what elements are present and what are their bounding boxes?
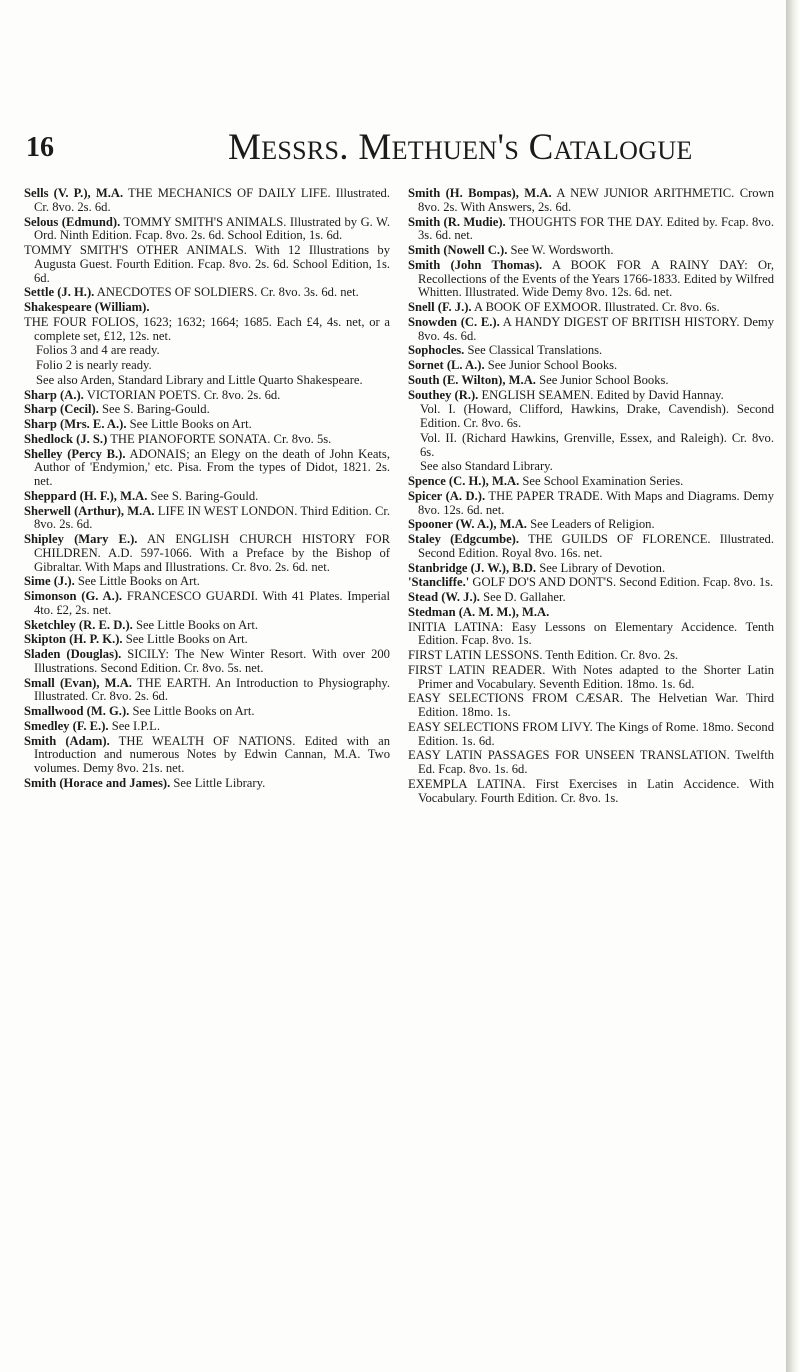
entry-author: Snell (F. J.). bbox=[408, 300, 472, 314]
catalogue-entry bbox=[24, 633, 390, 647]
catalogue-entry bbox=[408, 316, 774, 344]
entry-text: AN ENGLISH CHURCH HISTORY FOR CHILDREN. A.D. 597-1066. With a Preface by the Bishop of Gibraltar. With Maps and Illustrations. Cr. 8vo. 2s. 6d. net. bbox=[34, 532, 390, 574]
catalogue-entry bbox=[24, 286, 390, 300]
catalogue-entry bbox=[408, 187, 774, 215]
entry-author: Smallwood (M. G.). bbox=[24, 704, 130, 718]
entry-author: Settle (J. H.). bbox=[24, 285, 95, 300]
entry-author: Staley (Edgcumbe). bbox=[408, 532, 520, 546]
catalogue-entry bbox=[24, 301, 390, 315]
catalogue-entry bbox=[24, 344, 390, 358]
entry-text: See Little Books on Art. bbox=[74, 574, 200, 589]
entry-text: See Leaders of Religion. bbox=[526, 517, 655, 532]
entry-author: Sketchley (R. E. D.). bbox=[24, 617, 133, 632]
entry-author: Southey (R.). bbox=[408, 387, 479, 402]
catalogue-entry bbox=[24, 448, 390, 489]
entry-text: See Little Books on Art. bbox=[132, 617, 259, 632]
entry-author: Sime (J.). bbox=[24, 574, 75, 589]
entry-text: FRANCESCO GUARDI. With 41 Plates. Imperial 4to. £2, 2s. net. bbox=[34, 589, 390, 617]
catalogue-entry bbox=[408, 749, 774, 777]
entry-author: Stead (W. J.). bbox=[408, 590, 480, 604]
page-edge-shadow bbox=[786, 0, 800, 1372]
catalogue-entry bbox=[408, 359, 774, 373]
catalogue-entry bbox=[408, 432, 774, 460]
entry-text: THE GUILDS OF FLORENCE. Illustrated. Second Edition. Royal 8vo. 16s. net. bbox=[418, 532, 774, 560]
entry-text: See also Arden, Standard Library and Little Quarto Shakespeare. bbox=[36, 372, 363, 387]
entry-author: Smedley (F. E.). bbox=[24, 718, 109, 733]
entry-text: A BOOK FOR A RAINY DAY: Or, Recollections of the Events of the Years 1766-1833. Edited by Wilfred Whitten. Illustrated. Wide Demy 8vo. 12s. 6d. net. bbox=[418, 257, 774, 300]
entry-text: EASY SELECTIONS FROM CÆSAR. The Helvetian War. Third Edition. 18mo. 1s. bbox=[408, 691, 774, 719]
entry-text: See Little Books on Art. bbox=[126, 417, 252, 431]
entry-author: Shedlock (J. S.) bbox=[24, 431, 108, 446]
entry-author: Shakespeare (William). bbox=[24, 300, 150, 314]
entry-text: ADONAIS; an Elegy on the death of John Keats, Author of 'Endymion,' etc. Pisa. From the types of Didot, 1821. 2s. net. bbox=[34, 446, 390, 488]
catalogue-entry bbox=[24, 316, 390, 344]
entry-text: TOMMY SMITH'S OTHER ANIMALS. With 12 Illustrations by Augusta Guest. Fourth Edition. Fcap. 8vo. 2s. 6d. School Edition, 1s. 6d. bbox=[24, 243, 390, 285]
entry-author: Sharp (A.). bbox=[24, 387, 84, 402]
catalogue-entry bbox=[408, 562, 774, 576]
catalogue-entry bbox=[408, 606, 774, 620]
page-number: 16 bbox=[26, 132, 54, 163]
entry-author: Stedman (A. M. M.), M.A. bbox=[408, 604, 550, 619]
catalogue-entry bbox=[408, 664, 774, 692]
entry-author: Stanbridge (J. W.), B.D. bbox=[408, 560, 537, 575]
catalogue-entry bbox=[408, 259, 774, 300]
entry-author: Spence (C. H.), M.A. bbox=[408, 474, 520, 488]
entry-text: FIRST LATIN LESSONS. Tenth Edition. Cr. 8vo. 2s. bbox=[408, 648, 679, 662]
running-title: Messrs. Methuen's Catalogue bbox=[228, 127, 693, 168]
catalogue-entry bbox=[408, 621, 774, 649]
catalogue-entry bbox=[24, 720, 390, 734]
entry-author: Sophocles. bbox=[408, 343, 465, 358]
entry-author: Sornet (L. A.). bbox=[408, 358, 485, 372]
catalogue-entry bbox=[24, 505, 390, 533]
catalogue-entry bbox=[24, 418, 390, 432]
entry-text: THE WEALTH OF NATIONS. Edited with an Introduction and numerous Notes by Edwin Cannan, M.A. Two volumes. Demy 8vo. 21s. net. bbox=[34, 733, 390, 775]
entry-author: 'Stancliffe.' bbox=[408, 575, 470, 590]
entry-author: Smith (Horace and James). bbox=[24, 775, 171, 790]
catalogue-entry bbox=[408, 389, 774, 403]
catalogue-entry bbox=[24, 677, 390, 705]
entry-author: Smith (H. Bompas), M.A. bbox=[408, 187, 552, 200]
entry-text: THE PAPER TRADE. With Maps and Diagrams. Demy 8vo. 12s. 6d. net. bbox=[418, 488, 774, 517]
entry-text: ENGLISH SEAMEN. Edited by David Hannay. bbox=[478, 387, 724, 402]
catalogue-entry bbox=[24, 244, 390, 285]
catalogue-entry bbox=[408, 344, 774, 358]
entry-text: See also Standard Library. bbox=[420, 459, 553, 474]
entry-author: Sherwell (Arthur), M.A. bbox=[24, 503, 155, 518]
entry-author: Selous (Edmund). bbox=[24, 214, 121, 229]
catalogue-entry bbox=[408, 576, 774, 590]
catalogue-entry bbox=[408, 244, 774, 258]
entry-author: Sharp (Mrs. E. A.). bbox=[24, 417, 127, 431]
catalogue-entry bbox=[408, 374, 774, 388]
entry-text: See W. Wordsworth. bbox=[507, 243, 614, 257]
catalogue-entry bbox=[408, 403, 774, 431]
catalogue-entry bbox=[24, 374, 390, 388]
catalogue-entry bbox=[408, 216, 774, 244]
entry-author: Small (Evan), M.A. bbox=[24, 675, 132, 690]
catalogue-entry bbox=[408, 692, 774, 720]
catalogue-entry bbox=[408, 591, 774, 605]
catalogue-entry bbox=[408, 490, 774, 518]
entry-text: See Little Books on Art. bbox=[122, 632, 248, 647]
entry-text: A HANDY DIGEST OF BRITISH HISTORY. Demy 8vo. 4s. 6d. bbox=[418, 314, 774, 343]
entry-text: See Junior School Books. bbox=[535, 372, 669, 387]
entry-author: Sladen (Douglas). bbox=[24, 647, 122, 661]
entry-text: See Classical Translations. bbox=[464, 343, 603, 358]
entry-text: A NEW JUNIOR ARITHMETIC. Crown 8vo. 2s. With Answers, 2s. 6d. bbox=[418, 187, 774, 214]
entry-text: Folio 2 is nearly ready. bbox=[36, 358, 152, 372]
entry-text: FIRST LATIN READER. With Notes adapted to the Shorter Latin Primer and Vocabulary. Seventh Edition. 18mo. 1s. 6d. bbox=[408, 662, 774, 691]
catalogue-entry bbox=[24, 490, 390, 504]
entry-text: THE PIANOFORTE SONATA. Cr. 8vo. 5s. bbox=[107, 431, 332, 446]
entry-author: South (E. Wilton), M.A. bbox=[408, 372, 536, 387]
entry-text: SICILY: The New Winter Resort. With over 200 Illustrations. Second Edition. Cr. 8vo. 5s. net. bbox=[34, 647, 390, 675]
catalogue-entry bbox=[408, 721, 774, 749]
page-header bbox=[0, 120, 800, 180]
entry-text: THE EARTH. An Introduction to Physiography. Illustrated. Cr. 8vo. 2s. 6d. bbox=[34, 675, 390, 704]
entry-text: Folios 3 and 4 are ready. bbox=[36, 343, 160, 358]
entry-text: See Little Library. bbox=[170, 775, 266, 790]
entry-text: See Library of Devotion. bbox=[536, 560, 666, 575]
catalogue-entry bbox=[408, 778, 774, 806]
entry-author: Smith (R. Mudie). bbox=[408, 214, 506, 229]
entry-author: Shipley (Mary E.). bbox=[24, 532, 138, 546]
catalogue-entry bbox=[408, 649, 774, 663]
catalogue-entry bbox=[24, 735, 390, 776]
entry-text: See Junior School Books. bbox=[484, 358, 618, 372]
entry-text: EXEMPLA LATINA. First Exercises in Latin Accidence. With Vocabulary. Fourth Edition. Cr. 8vo. 1s. bbox=[408, 776, 774, 805]
entry-text: Vol. I. (Howard, Clifford, Hawkins, Drake, Cavendish). Second Edition. Cr. 8vo. 6s. bbox=[420, 402, 774, 430]
catalogue-entry bbox=[24, 187, 390, 215]
entry-author: Skipton (H. P. K.). bbox=[24, 632, 123, 647]
entry-text: THE MECHANICS OF DAILY LIFE. Illustrated. Cr. 8vo. 2s. 6d. bbox=[34, 187, 390, 214]
entry-text: See I.P.L. bbox=[108, 718, 160, 733]
entry-author: Sells (V. P.), M.A. bbox=[24, 187, 124, 200]
entry-author: Snowden (C. E.). bbox=[408, 314, 500, 329]
entry-text: See S. Baring-Gould. bbox=[98, 402, 210, 417]
entry-text: A BOOK OF EXMOOR. Illustrated. Cr. 8vo. 6s. bbox=[471, 300, 720, 314]
catalogue-entry bbox=[24, 590, 390, 618]
entry-author: Smith (Adam). bbox=[24, 733, 110, 748]
right-column bbox=[408, 187, 774, 1357]
entry-text: EASY SELECTIONS FROM LIVY. The Kings of Rome. 18mo. Second Edition. 1s. 6d. bbox=[408, 719, 774, 748]
entry-text: See S. Baring-Gould. bbox=[147, 488, 259, 503]
catalogue-entry bbox=[24, 533, 390, 574]
left-column bbox=[24, 187, 390, 1357]
catalogue-entry bbox=[408, 475, 774, 489]
entry-author: Simonson (G. A.). bbox=[24, 589, 123, 603]
catalogue-entry bbox=[24, 648, 390, 676]
entry-author: Spicer (A. D.). bbox=[408, 488, 486, 503]
catalogue-entry bbox=[408, 301, 774, 315]
catalogue-entry bbox=[24, 216, 390, 244]
entry-text: ANECDOTES OF SOLDIERS. Cr. 8vo. 3s. 6d. net. bbox=[94, 285, 359, 300]
entry-text: THE FOUR FOLIOS, 1623; 1632; 1664; 1685. Each £4, 4s. net, or a complete set, £12, 12s. net. bbox=[24, 314, 390, 343]
entry-text: EASY LATIN PASSAGES FOR UNSEEN TRANSLATION. Twelfth Ed. Fcap. 8vo. 1s. 6d. bbox=[408, 748, 774, 776]
entry-text: GOLF DO'S AND DONT'S. Second Edition. Fcap. 8vo. 1s. bbox=[469, 575, 774, 590]
catalogue-entry bbox=[24, 403, 390, 417]
entry-text: See D. Gallaher. bbox=[479, 590, 566, 604]
entry-author: Sheppard (H. F.), M.A. bbox=[24, 488, 148, 503]
catalogue-entry bbox=[24, 575, 390, 589]
entry-text: INITIA LATINA: Easy Lessons on Elementary Accidence. Tenth Edition. Fcap. 8vo. 1s. bbox=[408, 619, 774, 648]
catalogue-columns bbox=[24, 187, 774, 1357]
catalogue-entry bbox=[24, 619, 390, 633]
entry-text: See Little Books on Art. bbox=[129, 704, 255, 718]
catalogue-entry bbox=[24, 389, 390, 403]
entry-text: TOMMY SMITH'S ANIMALS. Illustrated by G. W. Ord. Ninth Edition. Fcap. 8vo. 2s. 6d. School Edition, 1s. 6d. bbox=[34, 214, 390, 243]
catalogue-entry bbox=[24, 705, 390, 719]
catalogue-entry bbox=[408, 518, 774, 532]
entry-text: Vol. II. (Richard Hawkins, Grenville, Essex, and Raleigh). Cr. 8vo. 6s. bbox=[420, 430, 774, 459]
entry-author: Smith (John Thomas). bbox=[408, 257, 543, 272]
catalogue-entry bbox=[24, 359, 390, 373]
catalogue-entry bbox=[408, 533, 774, 561]
entry-text: LIFE IN WEST LONDON. Third Edition. Cr. 8vo. 2s. 6d. bbox=[34, 503, 390, 532]
catalogue-entry bbox=[408, 460, 774, 474]
entry-text: VICTORIAN POETS. Cr. 8vo. 2s. 6d. bbox=[83, 387, 281, 402]
catalogue-entry bbox=[24, 777, 390, 791]
entry-author: Smith (Nowell C.). bbox=[408, 243, 508, 257]
entry-text: THOUGHTS FOR THE DAY. Edited by. Fcap. 8vo. 3s. 6d. net. bbox=[418, 214, 774, 243]
entry-author: Shelley (Percy B.). bbox=[24, 446, 126, 461]
entry-text: See School Examination Series. bbox=[519, 474, 684, 488]
catalogue-entry bbox=[24, 433, 390, 447]
entry-author: Sharp (Cecil). bbox=[24, 402, 99, 417]
entry-author: Spooner (W. A.), M.A. bbox=[408, 517, 527, 532]
